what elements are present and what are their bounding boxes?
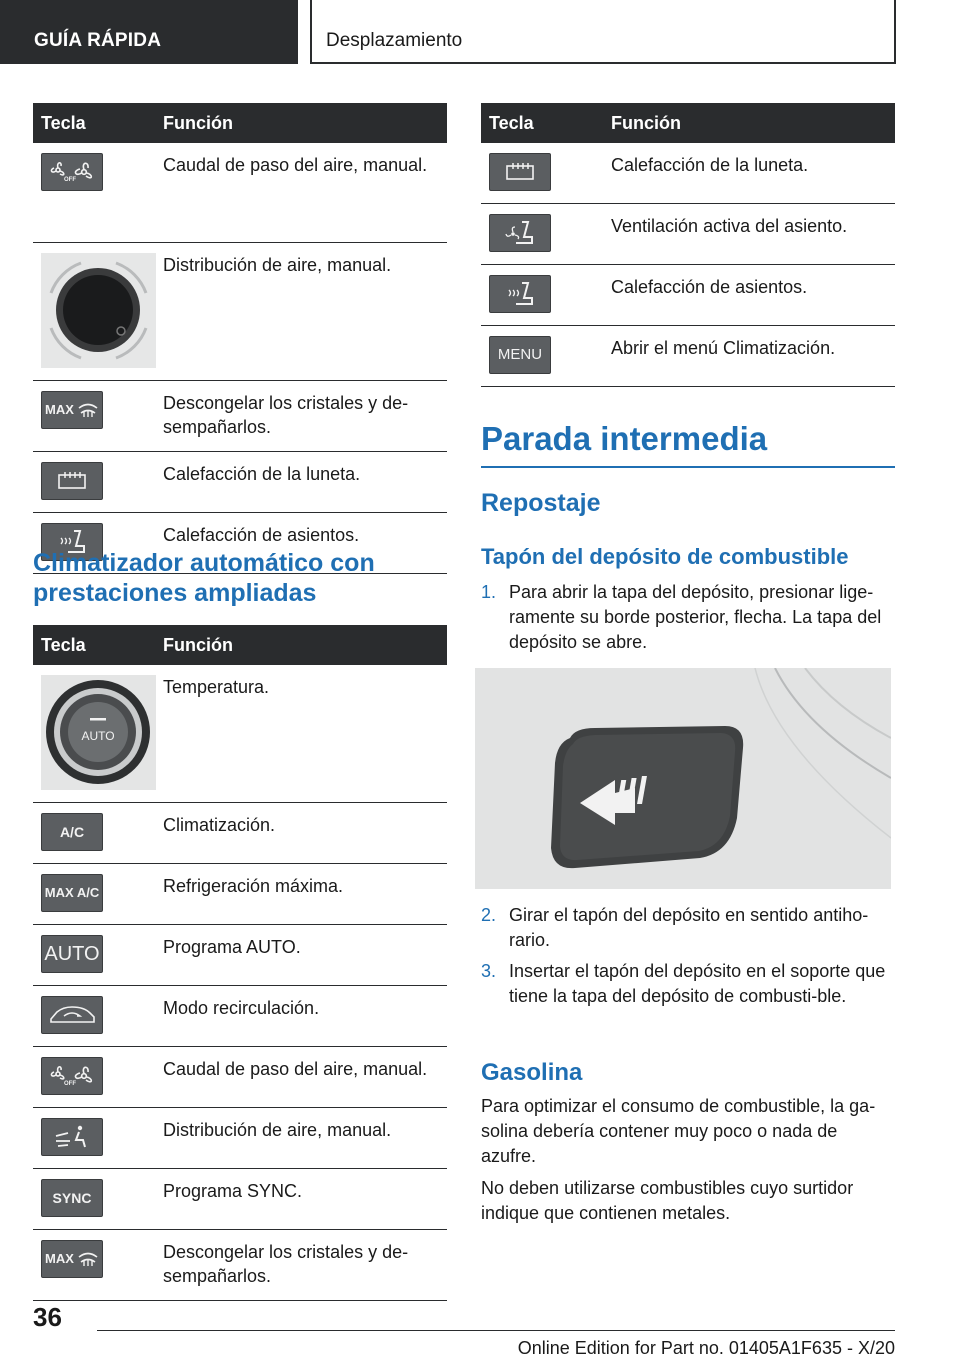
function-text: Distribución de aire, manual. — [157, 1108, 447, 1169]
sync-icon — [41, 1179, 103, 1217]
max-defrost-icon — [41, 391, 103, 429]
table-row — [33, 1169, 447, 1230]
fan-speed-icon — [41, 1057, 103, 1095]
step-text: Para abrir la tapa del depósito, presionar lige-ramente su borde posterior, flecha. La tapa del depósito se abre. — [509, 582, 882, 652]
table-row — [33, 925, 447, 986]
svg-text:OFF: OFF — [64, 177, 76, 183]
table-row — [33, 242, 447, 380]
temperature-knob-icon — [41, 675, 156, 790]
table-row — [33, 380, 447, 451]
controls-table-right — [481, 103, 895, 387]
function-text: Distribución de aire, manual. — [157, 242, 447, 380]
controls-table-basic — [33, 103, 447, 574]
rear-window-heating-icon — [489, 153, 551, 191]
table-row — [481, 143, 895, 204]
subsection-title-gasoline: Gasolina — [481, 1059, 583, 1086]
section-title-line1: Climatizador automático con — [33, 549, 375, 577]
list-item — [481, 580, 895, 655]
fuel-flap-illustration — [475, 668, 891, 889]
section-title-line2: prestaciones ampliadas — [33, 579, 317, 607]
subsection-title-refuel: Repostaje — [481, 489, 601, 517]
function-text: Ventilación activa del asiento. — [605, 204, 895, 265]
section-title-climate — [33, 548, 447, 608]
icon-label: MAX — [45, 401, 74, 417]
function-text: Calefacción de asientos. — [157, 512, 447, 573]
icon-label: AUTO — [44, 943, 100, 965]
subsection-title-fuel-cap: Tapón del depósito de combustible — [481, 544, 849, 569]
icon-label: MAX — [45, 1251, 74, 1266]
icon-label: AUTO — [81, 729, 115, 743]
function-text: Climatización. — [157, 803, 447, 864]
svg-text:OFF: OFF — [64, 1081, 76, 1087]
function-text: Programa SYNC. — [157, 1169, 447, 1230]
table-row — [481, 265, 895, 326]
col-header-function: Función — [605, 103, 895, 143]
max-defrost-icon — [41, 1240, 103, 1278]
seat-heating-icon — [489, 275, 551, 313]
function-text: Temperatura. — [157, 665, 447, 803]
air-distribution-icon — [41, 1118, 103, 1156]
function-text: Descongelar los cristales y de-sempañarlos. — [157, 380, 447, 451]
fan-speed-icon — [41, 153, 103, 191]
table-row — [33, 1108, 447, 1169]
list-item — [481, 903, 895, 953]
footer-divider — [97, 1330, 895, 1331]
recirculation-icon — [41, 996, 103, 1034]
icon-label: A/C — [59, 824, 85, 840]
table-row — [33, 1230, 447, 1301]
function-text: Calefacción de la luneta. — [605, 143, 895, 204]
col-header-function: Función — [157, 625, 447, 665]
max-ac-icon — [41, 874, 103, 912]
header-chapter-tab — [310, 0, 896, 64]
seat-ventilation-icon — [489, 214, 551, 252]
icon-label: MENU — [497, 346, 543, 363]
table-row — [33, 864, 447, 925]
ac-icon — [41, 813, 103, 851]
table-row — [33, 803, 447, 864]
step-number: 3. — [481, 961, 497, 981]
function-text: Descongelar los cristales y de-sempañarlos. — [157, 1230, 447, 1301]
icon-label: SYNC — [52, 1190, 92, 1206]
table-row — [33, 143, 447, 242]
step-text: Girar el tapón del depósito en sentido antiho-rario. — [509, 905, 869, 950]
auto-program-icon — [41, 935, 103, 973]
footer-edition: Online Edition for Part no. 01405A1F635 - X/20 — [517, 1338, 895, 1358]
table-row — [481, 326, 895, 387]
gasoline-paragraph-1: Para optimizar el consumo de combustible, la ga-solina debería contener muy poco o nada de azufre. — [481, 1096, 876, 1166]
function-text: Caudal de paso del aire, manual. — [157, 1047, 447, 1108]
gasoline-paragraph-2: No deben utilizarse combustibles cuyo surtidor indique que contienen metales. — [481, 1178, 854, 1223]
step-number: 2. — [481, 905, 497, 925]
rear-window-heating-icon — [41, 462, 103, 500]
step-text: Insertar el tapón del depósito en el soporte que tiene la tapa del depósito de combusti-ble. — [509, 961, 886, 1006]
col-header-key: Tecla — [33, 103, 157, 143]
function-text: Abrir el menú Climatización. — [605, 326, 895, 387]
header-chapter-label: Desplazamiento — [326, 30, 463, 51]
section-title-stop: Parada intermedia — [481, 420, 895, 468]
list-item — [481, 959, 895, 1009]
table-row — [33, 1047, 447, 1108]
icon-label: MAX A/C — [44, 885, 100, 900]
function-text: Refrigeración máxima. — [157, 864, 447, 925]
function-text: Calefacción de la luneta. — [157, 451, 447, 512]
controls-table-extended — [33, 625, 447, 1301]
header-section-label: GUÍA RÁPIDA — [34, 30, 162, 51]
col-header-function: Función — [157, 103, 447, 143]
function-text: Modo recirculación. — [157, 986, 447, 1047]
function-text: Programa AUTO. — [157, 925, 447, 986]
header-section-tab — [0, 0, 298, 64]
step-number: 1. — [481, 582, 497, 602]
air-distribution-knob-icon — [41, 253, 156, 368]
menu-icon — [489, 336, 551, 374]
function-text: Calefacción de asientos. — [605, 265, 895, 326]
function-text: Caudal de paso del aire, manual. — [157, 143, 447, 242]
table-row — [33, 986, 447, 1047]
table-row — [481, 204, 895, 265]
table-row — [33, 451, 447, 512]
table-row — [33, 665, 447, 803]
col-header-key: Tecla — [33, 625, 157, 665]
page-number: 36 — [33, 1302, 62, 1332]
col-header-key: Tecla — [481, 103, 605, 143]
